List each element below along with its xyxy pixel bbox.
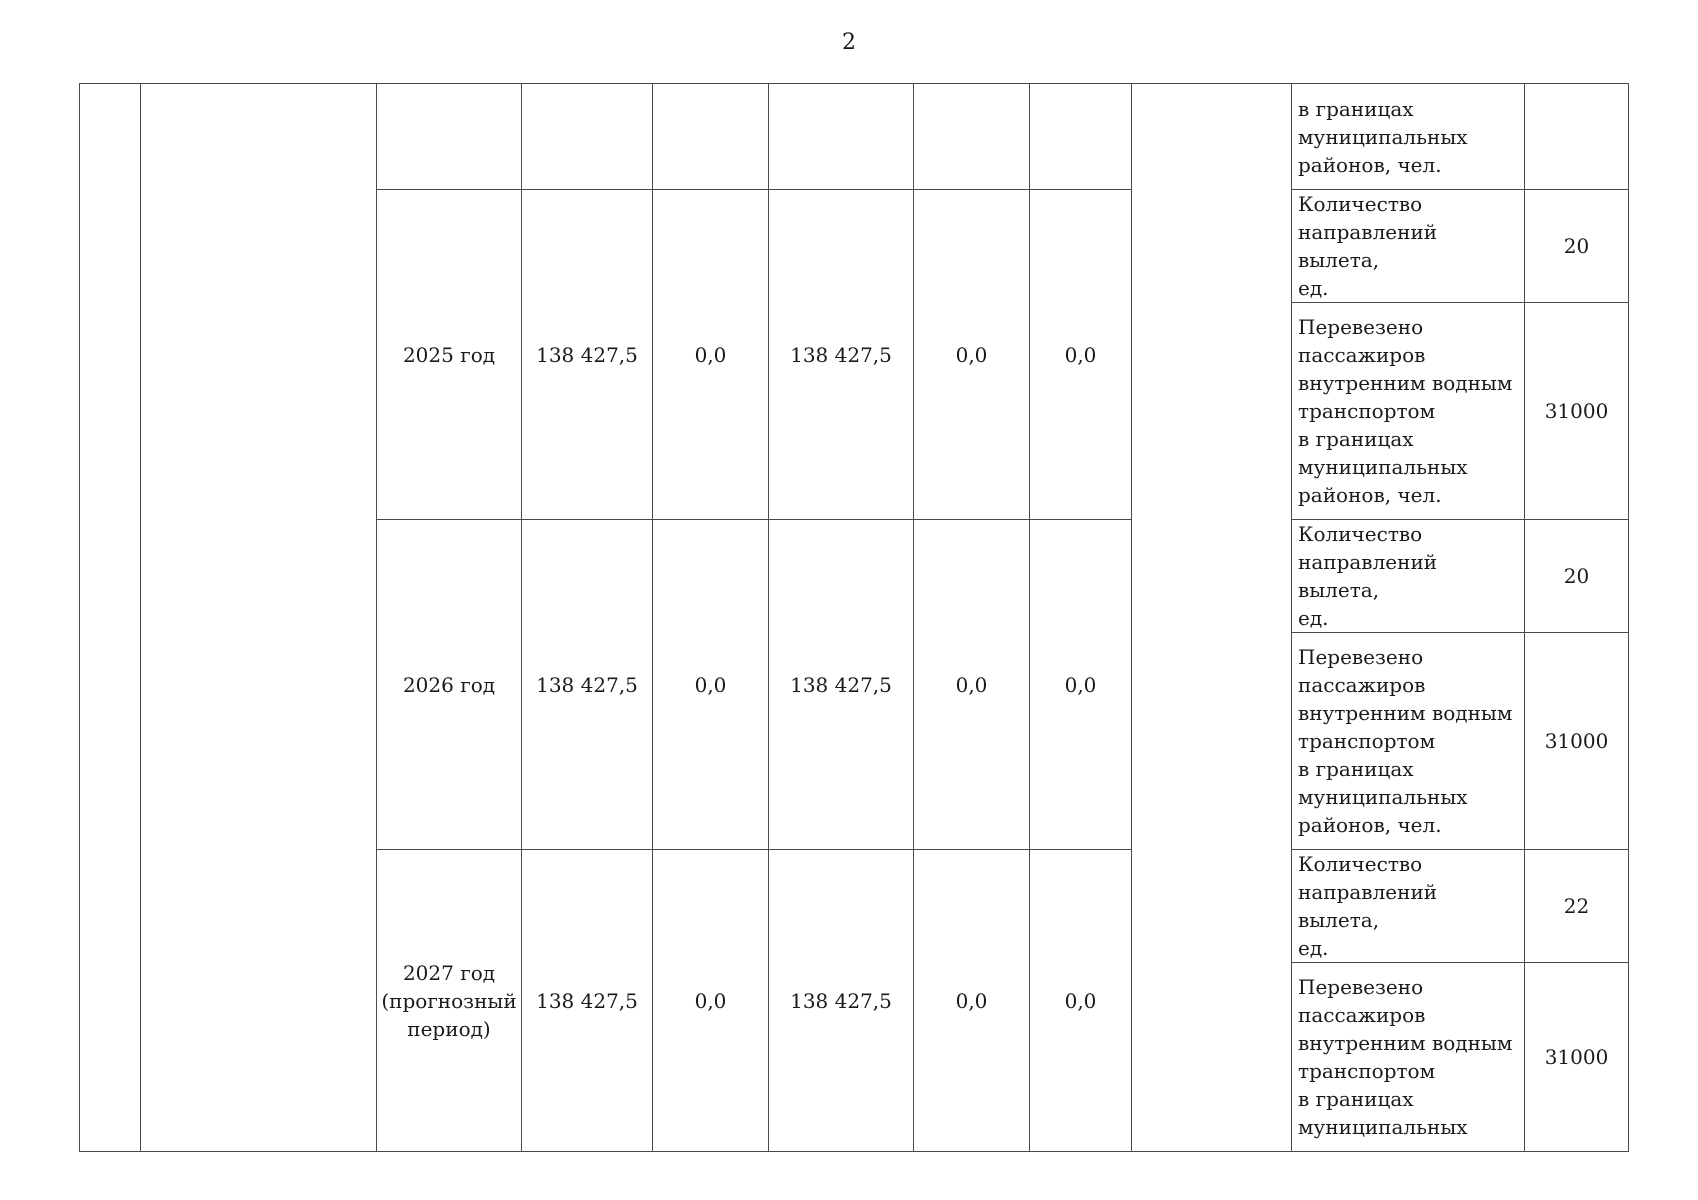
indicator-value: 31000 bbox=[1525, 963, 1629, 1152]
total-cell bbox=[522, 84, 653, 190]
regional-budget-cell: 138 427,5 bbox=[769, 190, 914, 520]
page-number: 2 bbox=[842, 30, 856, 55]
indicator-name: Количество направлений вылета, ед. bbox=[1292, 520, 1525, 633]
year-cell: 2027 год (прогнозный период) bbox=[377, 850, 522, 1152]
other-sources-cell bbox=[1030, 84, 1132, 190]
total-cell: 138 427,5 bbox=[522, 850, 653, 1152]
local-budget-cell: 0,0 bbox=[914, 850, 1030, 1152]
year-cell bbox=[377, 84, 522, 190]
federal-budget-cell: 0,0 bbox=[653, 520, 769, 850]
other-sources-cell: 0,0 bbox=[1030, 850, 1132, 1152]
program-table bbox=[79, 83, 1629, 1152]
index-cell bbox=[80, 84, 141, 1152]
table-row bbox=[80, 84, 1629, 190]
local-budget-cell: 0,0 bbox=[914, 190, 1030, 520]
local-budget-cell bbox=[914, 84, 1030, 190]
executor-cell bbox=[1132, 84, 1292, 1152]
local-budget-cell: 0,0 bbox=[914, 520, 1030, 850]
indicator-value: 22 bbox=[1525, 850, 1629, 963]
indicator-value: 20 bbox=[1525, 190, 1629, 303]
year-cell: 2025 год bbox=[377, 190, 522, 520]
federal-budget-cell: 0,0 bbox=[653, 190, 769, 520]
other-sources-cell: 0,0 bbox=[1030, 520, 1132, 850]
indicator-value bbox=[1525, 84, 1629, 190]
indicator-name: Перевезено пассажиров внутренним водным транспортом в границах муниципальных bbox=[1292, 963, 1525, 1152]
federal-budget-cell: 0,0 bbox=[653, 850, 769, 1152]
total-cell: 138 427,5 bbox=[522, 190, 653, 520]
indicator-value: 20 bbox=[1525, 520, 1629, 633]
total-cell: 138 427,5 bbox=[522, 520, 653, 850]
indicator-value: 31000 bbox=[1525, 303, 1629, 520]
indicator-name: Количество направлений вылета, ед. bbox=[1292, 190, 1525, 303]
regional-budget-cell bbox=[769, 84, 914, 190]
indicator-name: Перевезено пассажиров внутренним водным транспортом в границах муниципальных районов, чел. bbox=[1292, 303, 1525, 520]
indicator-value: 31000 bbox=[1525, 633, 1629, 850]
event-name-cell bbox=[141, 84, 377, 1152]
federal-budget-cell bbox=[653, 84, 769, 190]
regional-budget-cell: 138 427,5 bbox=[769, 520, 914, 850]
regional-budget-cell: 138 427,5 bbox=[769, 850, 914, 1152]
indicator-name: в границах муниципальных районов, чел. bbox=[1292, 84, 1525, 190]
indicator-name: Количество направлений вылета, ед. bbox=[1292, 850, 1525, 963]
other-sources-cell: 0,0 bbox=[1030, 190, 1132, 520]
indicator-name: Перевезено пассажиров внутренним водным транспортом в границах муниципальных районов, чел. bbox=[1292, 633, 1525, 850]
year-cell: 2026 год bbox=[377, 520, 522, 850]
